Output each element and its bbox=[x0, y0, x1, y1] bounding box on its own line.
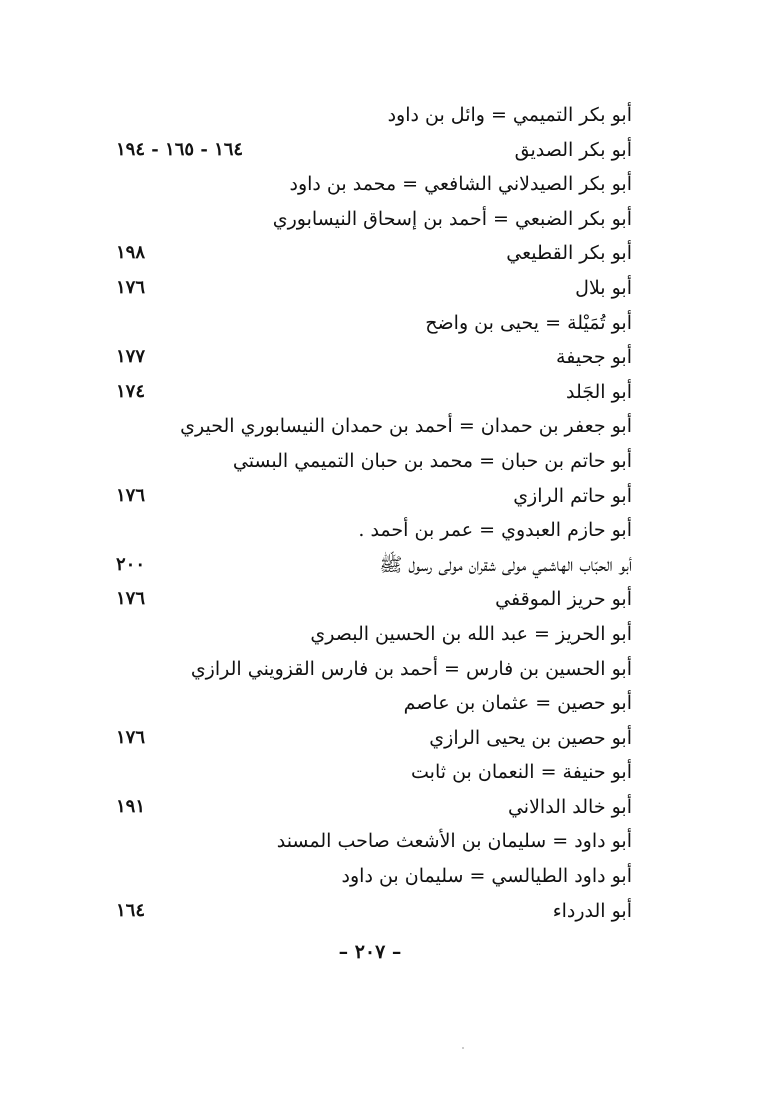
entry-page-references: ١٩١ bbox=[116, 795, 146, 817]
index-entry bbox=[110, 340, 632, 375]
entry-name: أبو بكر الصديق bbox=[514, 138, 632, 161]
entry-name: أبو حازم العبدوي = عمر بن أحمد . bbox=[358, 519, 632, 542]
entry-name: أبو الدرداء bbox=[552, 899, 632, 922]
index-entry bbox=[110, 548, 632, 583]
index-entry bbox=[110, 306, 632, 341]
entry-name: أبو بلال bbox=[575, 276, 632, 299]
index-entry bbox=[110, 409, 632, 444]
entry-name: أبو داود الطيالسي = سليمان بن داود bbox=[341, 865, 632, 888]
index-entry bbox=[110, 167, 632, 202]
page-number: – ٢٠٧ – bbox=[338, 941, 402, 963]
index-entry bbox=[110, 271, 632, 306]
index-entry bbox=[110, 652, 632, 687]
entry-page-references: ١٩٨ bbox=[116, 242, 146, 264]
entry-name: أبو حاتم الرازي bbox=[513, 484, 632, 507]
entry-name: أبو تُمَيْلة = يحيى بن واضح bbox=[425, 311, 632, 334]
index-entry bbox=[110, 375, 632, 410]
index-entry bbox=[110, 513, 632, 548]
entry-name: أبو جحيفة bbox=[556, 346, 632, 369]
entry-name: أبو حاتم بن حبان = محمد بن حبان التميمي البستي bbox=[232, 449, 632, 472]
entry-page-references: ١٧٤ bbox=[116, 380, 146, 402]
index-entries bbox=[110, 98, 632, 928]
entry-name: أبو حصين بن يحيى الرازي bbox=[429, 726, 632, 749]
entry-page-references: ١٧٦ bbox=[116, 276, 146, 298]
entry-page-references: ٢٠٠ bbox=[116, 553, 146, 575]
index-entry bbox=[110, 824, 632, 859]
entry-name: أبو بكر التميمي = وائل بن داود bbox=[387, 104, 632, 126]
entry-name: أبو بكر القطيعي bbox=[506, 242, 632, 265]
index-entry bbox=[110, 133, 632, 168]
index-entry bbox=[110, 236, 632, 271]
index-entry bbox=[110, 790, 632, 825]
entry-name: أبو حنيفة = النعمان بن ثابت bbox=[411, 761, 632, 784]
index-entry bbox=[110, 617, 632, 652]
index-entry bbox=[110, 444, 632, 479]
entry-page-references: ١٦٤ - ١٦٥ - ١٩٤ bbox=[116, 138, 244, 160]
entry-name: أبو حصين = عثمان بن عاصم bbox=[403, 692, 632, 715]
entry-name: أبو بكر الضبعي = أحمد بن إسحاق النيسابوري bbox=[272, 207, 632, 230]
index-entry bbox=[110, 686, 632, 721]
index-entry bbox=[110, 721, 632, 756]
index-entry bbox=[110, 894, 632, 929]
entry-name: أبو الحسين بن فارس = أحمد بن فارس القزويني الرازي bbox=[190, 657, 632, 680]
entry-name: أبو بكر الصيدلاني الشافعي = محمد بن داود bbox=[289, 173, 632, 196]
index-entry bbox=[110, 582, 632, 617]
entry-page-references: ١٦٤ bbox=[116, 899, 146, 921]
index-entry bbox=[110, 755, 632, 790]
entry-name: أبو حريز الموقفي bbox=[495, 588, 632, 611]
index-entry bbox=[110, 479, 632, 514]
entry-name: أبو الحريز = عبد الله بن الحسين البصري bbox=[310, 622, 632, 645]
entry-name: أبو خالد الدالاني bbox=[507, 795, 632, 818]
index-entry bbox=[110, 859, 632, 894]
entry-page-references: ١٧٦ bbox=[116, 484, 146, 506]
entry-name: أبو داود = سليمان بن الأشعث صاحب المسند bbox=[276, 830, 632, 853]
entry-page-references: ١٧٦ bbox=[116, 588, 146, 610]
index-entry bbox=[110, 98, 632, 133]
entry-name: أبو الحبّاب الهاشمي مولى شقران مولى رسول ﷺ bbox=[379, 553, 632, 576]
entry-name: أبو الجَلد bbox=[565, 380, 632, 403]
entry-page-references: ١٧٧ bbox=[116, 346, 146, 368]
entry-page-references: ١٧٦ bbox=[116, 726, 146, 748]
index-entry bbox=[110, 202, 632, 237]
page-speck bbox=[462, 1047, 464, 1049]
entry-name: أبو جعفر بن حمدان = أحمد بن حمدان النيسابوري الحيري bbox=[180, 415, 632, 438]
